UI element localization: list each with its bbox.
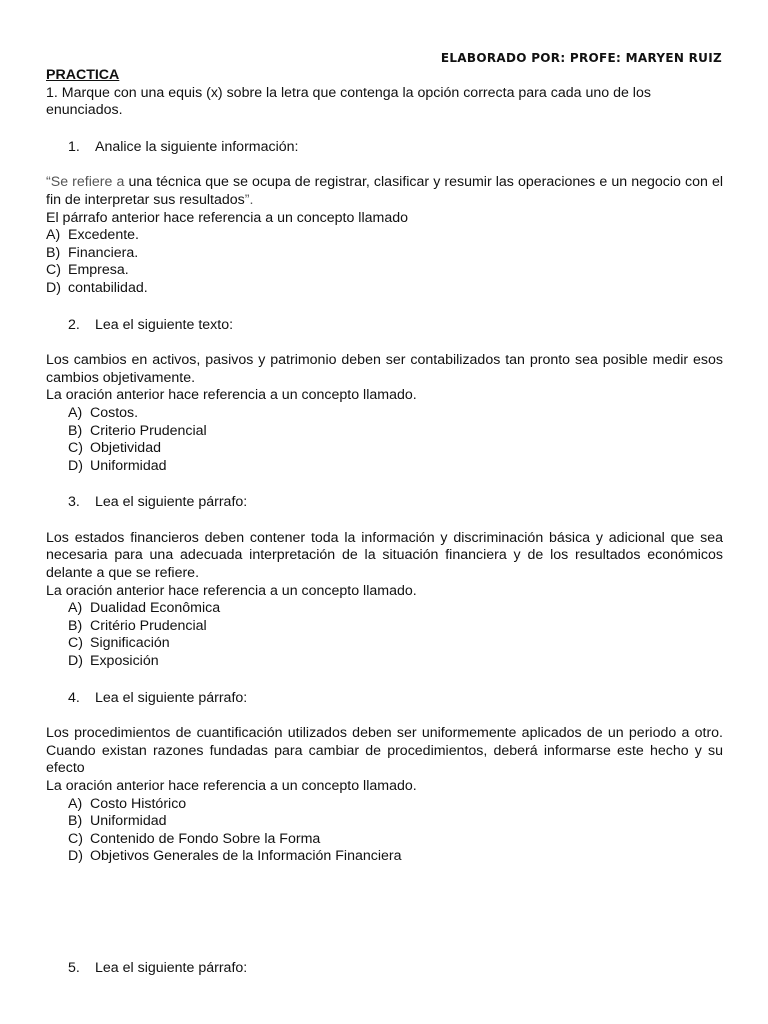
question-1 (46, 139, 723, 298)
option-b[interactable] (46, 618, 723, 636)
option-text: Significación (90, 635, 170, 652)
question-text (46, 174, 723, 209)
option-c[interactable] (46, 635, 723, 653)
option-text: Objetivos Generales de la Información Financiera (90, 848, 402, 865)
options-list (46, 405, 723, 475)
question-heading (68, 317, 723, 335)
quote-suffix: ”. (244, 191, 254, 208)
option-c[interactable] (46, 831, 723, 849)
author-header: ELABORADO POR: PROFE: MARYEN RUIZ (440, 51, 722, 65)
question-heading-text: Analice la siguiente información: (95, 138, 299, 155)
option-d[interactable] (46, 848, 723, 866)
question-heading-text: Lea el siguiente párrafo: (95, 494, 248, 511)
option-b[interactable] (46, 245, 723, 263)
option-text: Costo Histórico (90, 795, 187, 812)
option-text: Dualidad Econômica (90, 600, 221, 617)
option-letter: C) (68, 440, 83, 457)
question-3 (46, 494, 723, 670)
question-number: 2. (68, 316, 80, 333)
option-letter: D) (46, 279, 61, 296)
option-d[interactable] (46, 653, 723, 671)
question-stem: El párrafo anterior hace referencia a un concepto llamado (46, 209, 408, 226)
option-text: Criterio Prudencial (90, 422, 207, 439)
option-text: Costos. (90, 404, 139, 421)
option-letter: D) (68, 848, 83, 865)
option-letter: D) (68, 653, 83, 670)
quote-text: una técnica que se ocupa de registrar, clasificar y resumir las operaciones e un negocio con el fin de interpretar sus resultados (46, 174, 723, 208)
question-heading-text: Lea el siguiente texto: (95, 316, 234, 333)
question-heading (68, 690, 723, 708)
question-heading (68, 960, 723, 978)
option-c[interactable] (46, 262, 723, 280)
document-content (46, 67, 723, 978)
option-text: Empresa. (68, 262, 129, 279)
question-number: 5. (68, 959, 80, 976)
option-c[interactable] (46, 440, 723, 458)
options-list (46, 796, 723, 866)
option-b[interactable] (46, 813, 723, 831)
option-letter: A) (68, 600, 83, 617)
instructions: 1. Marque con una equis (x) sobre la letra que contenga la opción correcta para cada uno de los enunciados. (46, 84, 651, 119)
option-letter: B) (46, 244, 61, 261)
question-heading-text: Lea el siguiente párrafo: (95, 689, 248, 706)
question-heading-text: Lea el siguiente párrafo: (95, 959, 248, 976)
option-text: Uniformidad (90, 813, 167, 830)
question-body (46, 530, 723, 671)
question-stem: La oración anterior hace referencia a un concepto llamado. (46, 778, 417, 794)
options-list (46, 600, 723, 670)
option-letter: C) (46, 262, 61, 279)
option-text: Excedente. (68, 227, 139, 244)
question-number: 3. (68, 494, 80, 511)
question-stem: La oración anterior hace referencia a un concepto llamado. (46, 387, 417, 404)
question-text: Los procedimientos de cuantificación utilizados deben ser uniformemente aplicados de un periodo a otro. Cuando existan razones fundadas para cambiar de procedimientos, deberá informarse este hecho y su efecto (46, 725, 723, 777)
question-body (46, 725, 723, 866)
page-title: PRACTICA (46, 67, 120, 83)
option-letter: A) (68, 404, 83, 421)
option-text: contabilidad. (68, 279, 148, 296)
option-b[interactable] (46, 423, 723, 441)
option-text: Financiera. (68, 244, 139, 261)
option-letter: B) (68, 813, 83, 830)
question-heading (68, 139, 723, 157)
question-body (46, 352, 723, 475)
option-letter: C) (68, 830, 83, 847)
option-d[interactable] (46, 458, 723, 476)
question-5 (46, 960, 723, 978)
option-text: Exposición (90, 653, 159, 670)
option-d[interactable] (46, 280, 723, 298)
option-letter: B) (68, 617, 83, 634)
option-a[interactable] (46, 600, 723, 618)
option-letter: A) (46, 227, 61, 244)
option-a[interactable] (46, 227, 723, 245)
question-text: Los estados financieros deben contener toda la información y discriminación básica y adicional que sea necesaria para una adecuada interpretación de la situación financiera y de los resultados económicos delante a que se refiere. (46, 529, 723, 582)
option-a[interactable] (46, 405, 723, 423)
question-heading (68, 494, 723, 512)
question-4 (46, 690, 723, 866)
option-text: Contenido de Fondo Sobre la Forma (90, 830, 321, 847)
question-number: 1. (68, 138, 80, 155)
question-2 (46, 317, 723, 476)
quote-prefix: “Se refiere a (46, 174, 125, 191)
option-text: Critério Prudencial (90, 617, 207, 634)
question-text: Los cambios en activos, pasivos y patrimonio deben ser contabilizados tan pronto sea posible medir esos cambios objetivamente. (46, 352, 723, 386)
question-body (46, 174, 723, 297)
option-letter: B) (68, 422, 83, 439)
option-text: Objetividad (90, 440, 161, 457)
question-number: 4. (68, 689, 80, 706)
question-stem: La oración anterior hace referencia a un concepto llamado. (46, 582, 417, 599)
option-letter: D) (68, 457, 83, 474)
option-letter: A) (68, 795, 83, 812)
option-a[interactable] (46, 796, 723, 814)
option-text: Uniformidad (90, 457, 167, 474)
options-list (46, 227, 723, 297)
option-letter: C) (68, 635, 83, 652)
